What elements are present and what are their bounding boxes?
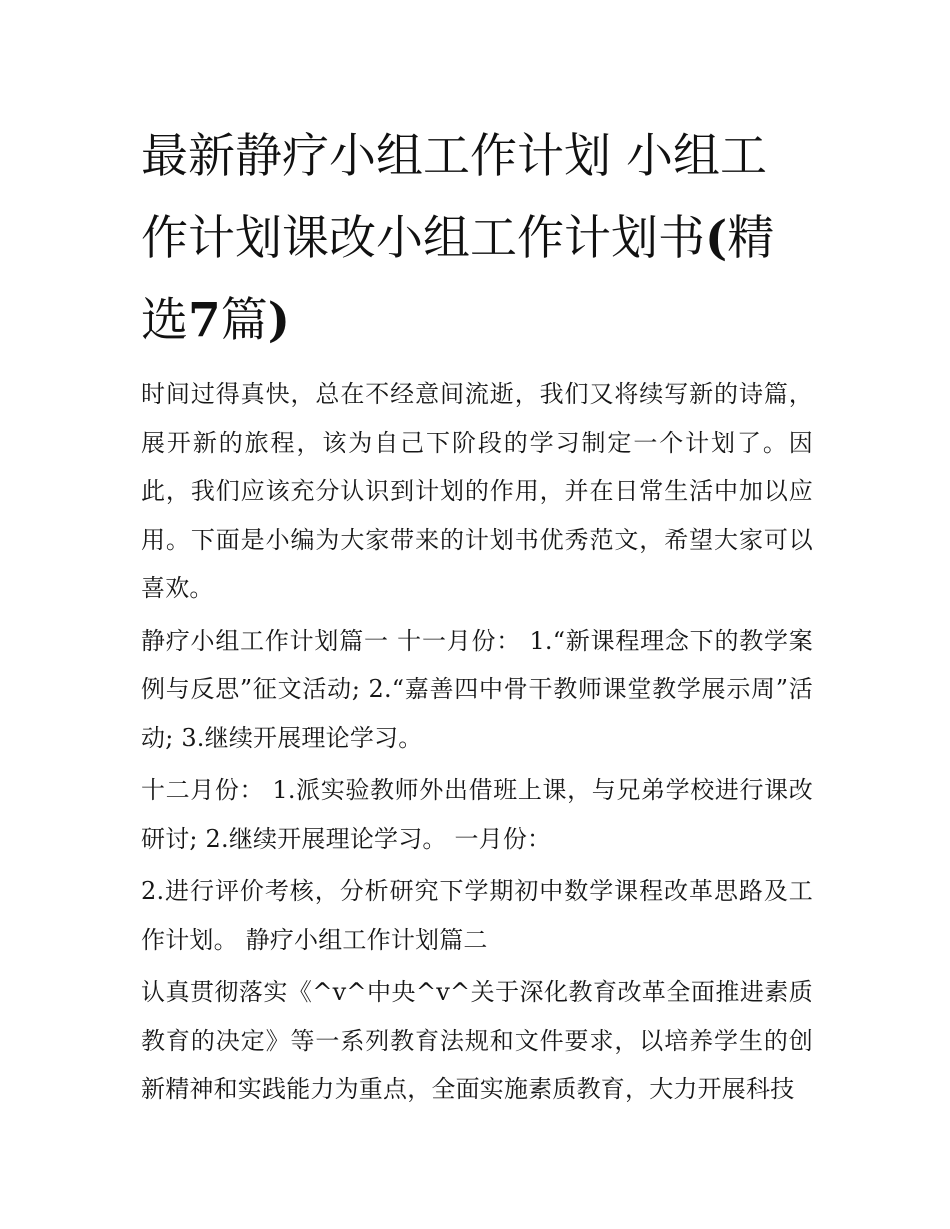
document-body bbox=[141, 370, 813, 1114]
paragraph-intro: 时间过得真快，总在不经意间流逝，我们又将续写新的诗篇，展开新的旅程，该为自己下阶段的学习制定一个计划了。因此，我们应该充分认识到计划的作用，并在日常生活中加以应用。下面是小编为大家带来的计划书优秀范文，希望大家可以喜欢。 bbox=[141, 380, 813, 602]
paragraph-december: 十二月份： 1.派实验教师外出借班上课，与兄弟学校进行课改研讨; 2.继续开展理论学习。 一月份： bbox=[141, 776, 813, 853]
paragraph-plan-two: 认真贯彻落实《^v^中央^v^关于深化教育改革全面推进素质教育的决定》等一系列教育法规和文件要求，以培养学生的创新精神和实践能力为重点，全面实施素质教育，大力开展科技 bbox=[141, 978, 813, 1103]
paragraph-evaluation: 2.进行评价考核，分析研究下学期初中数学课程改革思路及工作计划。 静疗小组工作计划篇二 bbox=[141, 877, 813, 954]
paragraph-plan-one: 静疗小组工作计划篇一 十一月份： 1.“新课程理念下的教学案例与反思”征文活动; 2.“嘉善四中骨干教师课堂教学展示周”活动; 3.继续开展理论学习。 bbox=[141, 626, 813, 752]
document-title: 最新静疗小组工作计划 小组工作计划课改小组工作计划书(精选7篇) bbox=[141, 129, 775, 348]
document-content bbox=[141, 116, 813, 1118]
